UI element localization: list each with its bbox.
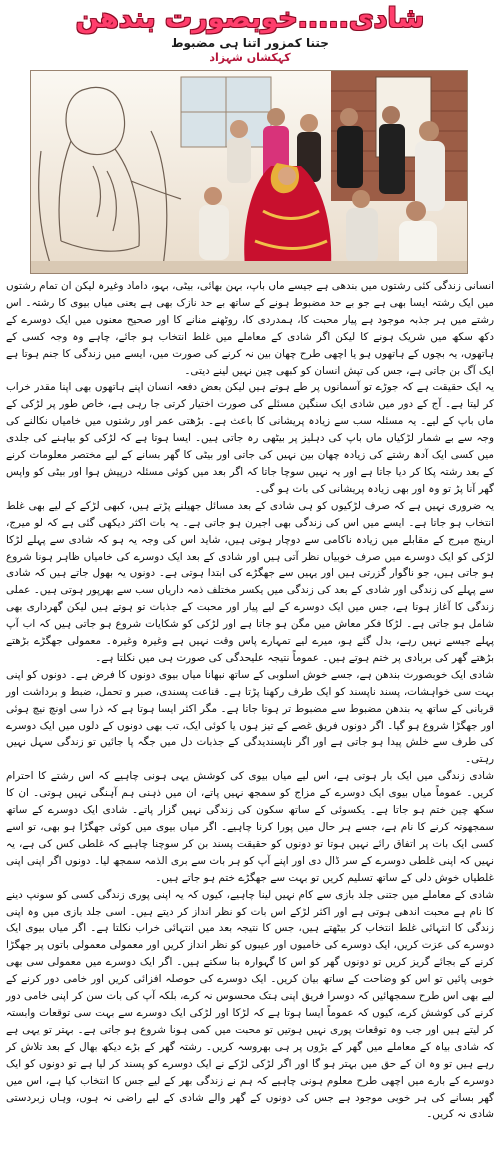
paragraph: یہ ایک حقیقت ہے کہ جوڑے تو آسمانوں پر طے ہوتے ہیں لیکن بعض دفعہ انسان اپنے ہاتھوں بھی اپنا مقدر خراب کر لیتا ہے۔ آج کے دور میں شادی ایک سنگین مسئلے کی صورت اختیار کرتی جا رہی ہے، خاص طور پر لڑکی کے ماں باپ کے لیے۔ یہ مسئلہ سب سے زیادہ پریشانی کا باعث ہے۔ بڑھتی عمر اور رشتوں میں خامیاں نکالنے کی وجہ سے بے شمار لڑکیاں ماں باپ کی دہلیز پر بیٹھی رہ جاتی ہیں۔ ایسا ہوتا ہے کہ لڑکی کو بیاہنے کی جلدی میں کسی ایک آدھ رشتے کی زیادہ چھان بین نہیں کی جاتی اور بیٹی کا گھر بسانے کے لیے مختصر معلومات کرنے کے بعد رشتہ پکا کر دیا جاتا ہے اور یہ نہیں سوچا جاتا کہ اگر بعد میں کوئی مسئلہ درپیش ہوا اور بیٹی کو واپس گھر آنا پڑ تو وہ اور بھی زیادہ پریشانی کی بات ہو گی۔ bbox=[6, 381, 494, 495]
article-header bbox=[0, 0, 500, 64]
window-frame bbox=[181, 77, 271, 147]
paragraph: یہ ضروری نہیں ہے کہ صرف لڑکیوں کو ہی شادی کے بعد مسائل جھیلنے پڑتے ہیں، کبھی لڑکے کے لیے بھی غلط انتخاب ہو جاتا ہے۔ ایسے میں اس کی زندگی بھی اجیرن ہو جاتی ہے۔ یہ بات اکثر دیکھی گئی ہے کہ لو میرج، ارینج میرج کے مقابلے میں زیادہ ناکامی سے دوچار ہوتی ہیں، شاید اس کی وجہ یہ ہو کہ شادی سے پہلے لڑکا لڑکی کو ایک دوسرے میں صرف خوبیاں نظر آتی ہیں اور شادی کے بعد ایک دوسرے کی خامیاں ظاہر ہونا شروع ہو جاتی ہیں، جو ناگوار گزرتی ہیں اور یہیں سے جھگڑے کی ابتدا ہوتی ہے۔ دونوں یہ بھول جاتے ہیں کہ شادی سے پہلے کی زندگی اور شادی کے بعد کی زندگی میں یکسر مختلف ذمہ داریاں سب سے بھرپور ہوتی ہیں۔ عملی زندگی کا آغاز ہوتا ہے، جس میں ایک دوسرے کے لیے پیار اور محبت کے جذبات تو ہوتے ہیں لیکن گھرداری بھی شامل ہو جاتی ہے۔ لڑکا فکر معاش میں مگن ہو جاتا ہے اور لڑکی کو شکایات شروع ہو جاتی ہیں کہ اب آپ پہلے جیسے نہیں رہے، بدل گئے ہو، میرے لیے تمہارے پاس وقت نہیں ہے وغیرہ وغیرہ۔ معمولی جھگڑے بڑھتے بڑھتے گھر کی بربادی پر ختم ہوتے ہیں۔ عموماً نتیجہ علیحدگی کی صورت ہی میں نکلتا ہے۔ bbox=[6, 499, 494, 664]
wedding-illustration bbox=[31, 71, 467, 273]
article-subtitle: جتنا کمزور اتنا ہی مضبوط bbox=[171, 36, 329, 50]
article-body bbox=[6, 278, 494, 1123]
paragraph: شادی زندگی میں ایک بار ہوتی ہے، اس لیے میاں بیوی کی کوشش یہی ہونی چاہیے کہ اس رشتے کا احترام کریں۔ عموماً میاں بیوی ایک دوسرے کے مزاج کو سمجھ نہیں پاتے، ان میں ذہنی ہم آہنگی نہیں ہوتی۔ ان کا سکھ چین ختم ہو جاتا ہے۔ یکسوئی کے ساتھ سکون کی زندگی نہیں گزار پاتے۔ شادی ایک دوسرے کے ساتھ سمجھوتہ کرنے کا نام ہے، جسے ہر حال میں پورا کرنا چاہیے۔ اگر میاں بیوی میں کوئی جھگڑا ہو بھی، تو اسے کسی ایک بات پر اتفاق رائے نہیں ہوتا تو دونوں کو حقیقت پسند بن کر سوچنا چاہیے کہ غلطی کس کی ہے، یہ نہیں کہ اپنی غلطی دوسرے کے سر ڈال دی اور اپنے آپ کو ہر بات سے بری الذمہ سمجھ لیا۔ دونوں اگر اپنی اپنی غلطیاں خوش دلی کے ساتھ تسلیم کریں تو بہت سے جھگڑے ختم ہو جاتے ہیں۔ bbox=[6, 770, 494, 884]
wedding-photo bbox=[30, 70, 468, 274]
paragraph: انسانی زندگی کئی رشتوں میں بندھی ہے جیسے ماں باپ، بہن بھائی، بیٹی، بہو، داماد وغیرہ لیکن ان تمام رشتوں میں ایک رشتہ ایسا بھی ہے جو بے حد مضبوط ہونے کے ساتھ بے حد نازک بھی ہے یعنی میاں بیوی کا رشتہ۔ اس رشتے میں ہر جذبہ موجود ہے پیار محبت کا، ہمدردی کا، روٹھنے منانے کا اور صحیح معنوں میں ایک دوسرے کے دکھ سکھ میں شریک ہونے کا لیکن اگر شادی کے معاملے میں غلط انتخاب ہو جائے، چاہے وہ وجہ کسی کے ہاتھوں، یہ بچوں کے ہاتھوں ہو یا اچھی طرح چھان بین نہ کرنے کی صورت میں، ایسے میں زندگی کا جنم ہوتا ہے ایک آگ بن جاتی ہے، جس کی تپش انسان کو کبھی چین نہیں لینے دیتی۔ bbox=[6, 280, 494, 377]
paragraph: شادی ایک خوبصورت بندھن ہے، جسے خوش اسلوبی کے ساتھ نبھانا میاں بیوی دونوں کا فرض ہے۔ دونوں کو اپنی بہت سی خواہشات، پسند ناپسند کو ایک طرف رکھنا پڑتا ہے۔ قناعت پسندی، صبر و تحمل، ضبط و برداشت اور قربانی کے ساتھ یہ بندھن مضبوط سے مضبوط تر ہوتا جاتا ہے۔ مگر اکثر ایسا ہوتا ہے کہ ذرا سی اونچ نیچ ہوئی اور جھگڑا شروع ہو گیا۔ اگر دونوں فریق غصے کے تیز ہوں یا کوئی ایک، تب بھی دونوں کے دلوں میں ایک دوسرے کی طرف سے خلش پیدا ہو جاتی ہے اور اگر ناپسندیدگی کے جذبات دل میں جگہ پا جائیں تو زندگی سہل نہیں رہتی۔ bbox=[6, 668, 494, 766]
article-title: شادی.....خوبصورت بندھن bbox=[75, 3, 425, 34]
paragraph: شادی کے معاملے میں جتنی جلد بازی سے کام نہیں لینا چاہیے، کیوں کہ یہ اپنی پوری زندگی کسی کو سونپ دینے کا نام ہے محبت اندھی ہوتی ہے اور اکثر لڑکے اس بات کو نظر انداز کر دیتے ہیں۔ اسی جلد بازی میں وہ اپنی زندگی کا انتہائی غلط انتخاب کر بیٹھتے ہیں، جس کا نتیجہ بعد میں انتہائی خراب نکلتا ہے۔ اگر میاں بیوی ایک دوسرے کی عزت کریں، ایک دوسرے کی خامیوں اور عیبوں کو نظر انداز کریں اور معمولی معمولی باتوں پر جھگڑا کرنے کے بجائے گریز کریں تو دونوں گھر کو اس کا گہوارہ بنا سکتے ہیں۔ اگر ایک دوسرے میں معمولی سی بھی خوبی پائیں تو اس کو وضاحت کے ساتھ بیان کریں۔ ایک دوسرے کی حوصلہ افزائی کریں اور خامی دور کرنے کے لیے بھی اس طرح سمجھائیں کہ دوسرا فریق اپنی ہتک محسوس نہ کرے، بلکہ آپ کی بات سن کر اپنی خامی دور کرنے کی کوشش کرے، کیوں کہ عموماً ایسا ہوتا ہے کہ لڑکا اور لڑکی ایک دوسرے سے بہت سی توقعات وابستہ کر لیتے ہیں اور جب وہ توقعات پوری نہیں ہوتیں تو محبت میں کمی ہونا شروع ہو جاتی ہے۔ بہتر تو یہی ہے کہ شادی بیاہ کے معاملے میں گھر کے بڑوں پر ہی بھروسہ کریں۔ رشتہ گھر کے بڑے دیکھ بھال کے بعد تلاش کر رہے ہیں تو وہ ان کے حق میں بہتر ہو گا اور اگر لڑکی لڑکے نے ایک دوسرے کو پسند کر لیا ہے تو دونوں کو ایک دوسرے کے بارے میں اچھی طرح معلوم ہونی چاہیے کہ ہم نے زندگی بھر کے لیے جس کا انتخاب کیا ہے، اس میں گھر بسانے کی ہر خوبی موجود ہے جس کی دونوں کے گھر والے شادی کے لیے راضی نہ ہوں، وہاں زبردستی شادی نہ کریں۔ bbox=[6, 888, 494, 1121]
author-byline: کہکشاں شہزاد bbox=[209, 51, 291, 64]
